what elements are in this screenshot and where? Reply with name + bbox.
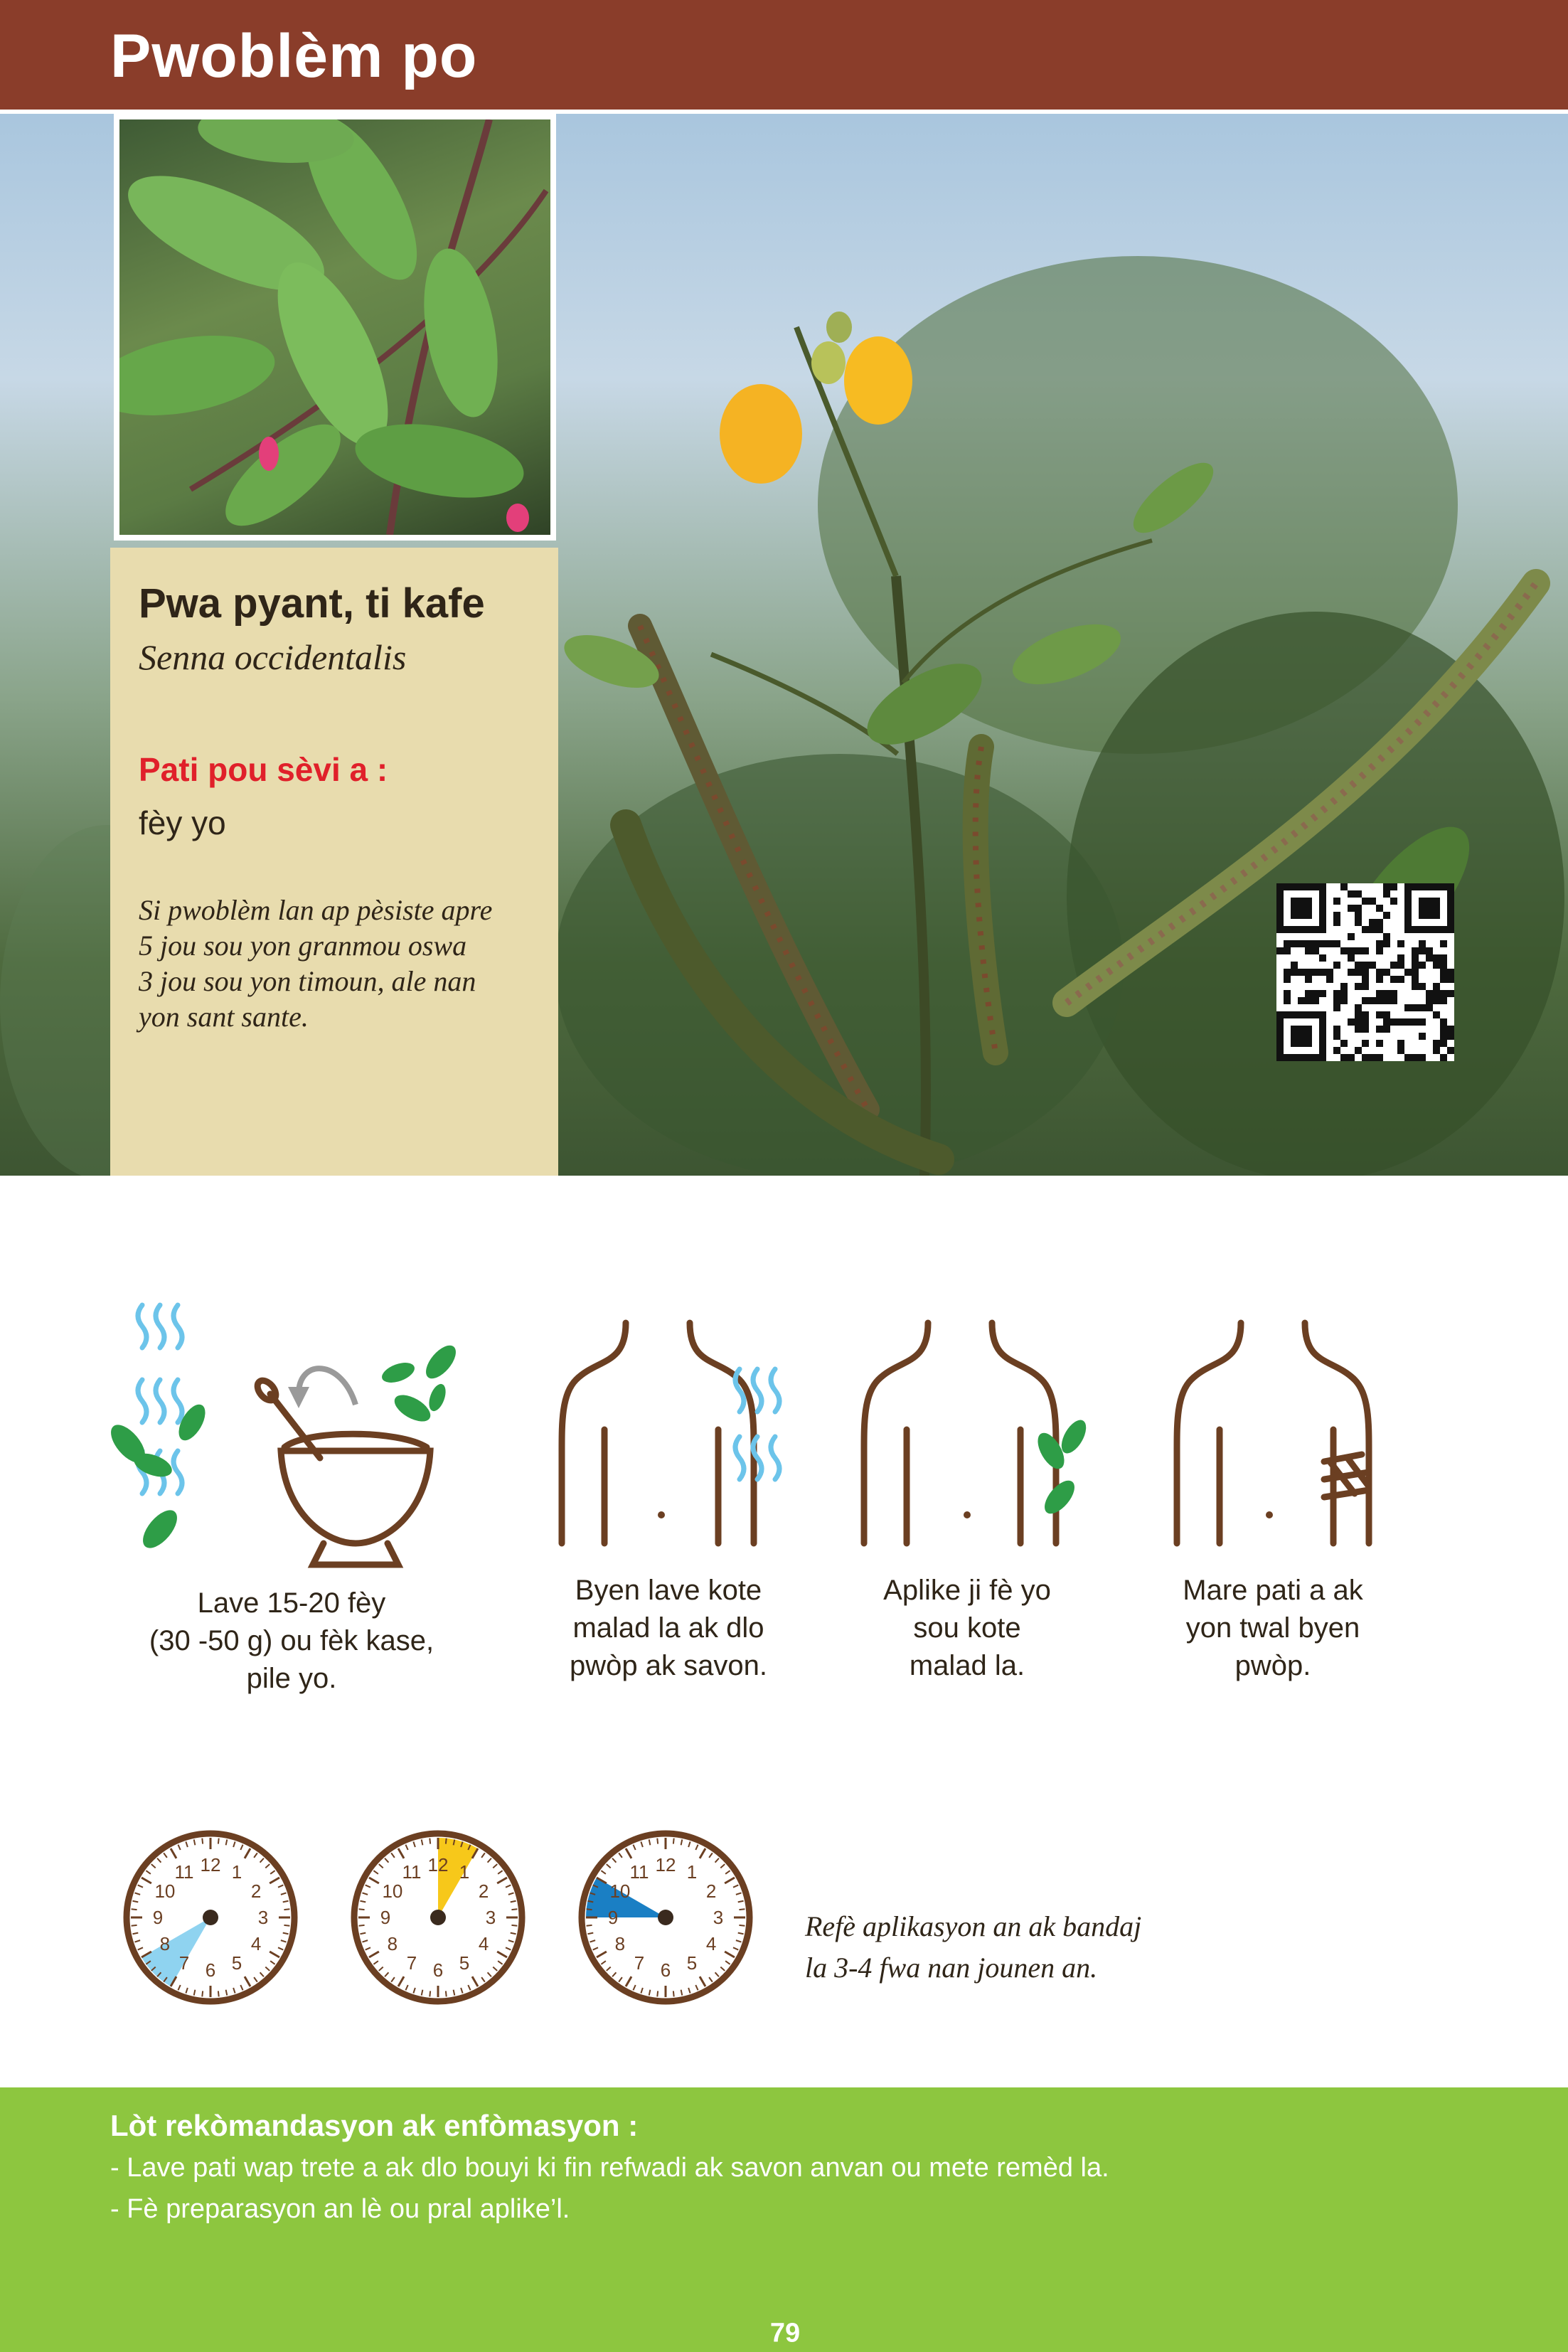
clock-tick xyxy=(369,1878,379,1883)
clock-tick xyxy=(278,1947,283,1949)
clock-tick xyxy=(422,1990,423,1996)
clock-tick xyxy=(695,1845,698,1850)
clock-tick xyxy=(688,1841,690,1847)
clock-tick xyxy=(270,1871,274,1874)
clock-tick xyxy=(468,1985,470,1990)
frequency-line: la 3-4 fwa nan jounen an. xyxy=(805,1952,1098,1984)
frequency-text xyxy=(805,1906,1141,1989)
clock-tick xyxy=(270,1952,279,1957)
clock-tick xyxy=(284,1909,289,1910)
clock-tick xyxy=(649,1839,651,1845)
clock-tick xyxy=(736,1940,742,1942)
clock-noon-icon xyxy=(345,1824,531,2011)
clock-number: 5 xyxy=(231,1952,242,1974)
clock-number: 11 xyxy=(174,1861,194,1883)
clock-tick xyxy=(657,1839,658,1844)
clock-tick xyxy=(138,1885,143,1887)
clock-number: 10 xyxy=(382,1880,403,1902)
clock-tick xyxy=(178,1985,180,1990)
clock-tick xyxy=(493,1967,497,1971)
parts-used-label: Pati pou sèvi a : xyxy=(139,751,388,788)
clock-tick xyxy=(254,1977,257,1981)
clock-tick xyxy=(641,1988,642,1994)
recommendation-item: - Lave pati wap trete a ak dlo bouyi ki fin refwadi ak savon anvan ou mete remèd la. xyxy=(110,2153,1109,2183)
clock-tick xyxy=(270,1878,279,1883)
clock-tick xyxy=(413,1988,415,1994)
clock-tick xyxy=(497,1878,507,1883)
clock-tick xyxy=(218,1991,219,1996)
step-1-caption xyxy=(128,1585,455,1698)
leaf-photo-frame xyxy=(114,114,556,541)
clock-tick xyxy=(391,1853,395,1857)
clock-center xyxy=(658,1910,673,1925)
clock-tick xyxy=(446,1991,447,1996)
clock-tick xyxy=(265,1864,270,1868)
recommendations-title: Lòt rekòmandasyon ak enfòmasyon : xyxy=(110,2109,639,2142)
clock-tick xyxy=(511,1901,516,1903)
qr-code-icon xyxy=(1276,883,1454,1061)
clock-tick xyxy=(481,1977,485,1981)
clock-tick xyxy=(725,1871,730,1874)
clock-tick xyxy=(720,1864,725,1868)
clock-number: 12 xyxy=(200,1854,221,1875)
clock-tick xyxy=(506,1885,511,1887)
clock-tick xyxy=(398,1976,404,1986)
clock-tick xyxy=(360,1933,366,1935)
clock-tick xyxy=(226,1839,228,1845)
clock-tick xyxy=(359,1909,365,1910)
caption-line: sou kote xyxy=(913,1612,1021,1644)
clock-tick xyxy=(186,1841,187,1847)
clock-tick xyxy=(626,1976,631,1986)
clock-tick xyxy=(733,1947,738,1949)
warning-text xyxy=(139,893,544,1035)
clock-tick xyxy=(362,1940,368,1942)
plant-latin-name: Senna occidentalis xyxy=(139,637,407,677)
header-bar xyxy=(0,0,1568,110)
clock-tick xyxy=(405,1845,407,1850)
clock-tick xyxy=(619,1853,622,1857)
clock-center xyxy=(203,1910,218,1925)
clock-tick xyxy=(132,1925,137,1926)
clock-tick xyxy=(709,1977,713,1981)
clock-tick xyxy=(511,1925,517,1926)
clock-sector xyxy=(438,1838,478,1917)
clock-tick xyxy=(488,1858,491,1863)
clock-tick xyxy=(587,1909,592,1910)
caption-line: pile yo. xyxy=(246,1663,337,1694)
caption-line: yon twal byen xyxy=(1185,1612,1360,1644)
clock-tick xyxy=(178,1845,180,1850)
clock-number: 12 xyxy=(655,1854,676,1875)
step-4-caption xyxy=(1145,1572,1401,1685)
clock-tick xyxy=(233,1841,235,1847)
clock-tick xyxy=(587,1933,593,1935)
clock-number: 12 xyxy=(427,1854,449,1875)
parts-used-value: fèy yo xyxy=(139,804,226,841)
clock-tick xyxy=(497,1952,507,1957)
caption-line: malad la ak dlo xyxy=(572,1612,764,1644)
clock-tick xyxy=(373,1871,378,1874)
clock-tick xyxy=(164,1853,167,1857)
clock-tick xyxy=(194,1990,196,1996)
clock-tick xyxy=(134,1940,140,1942)
clock-tick xyxy=(681,1990,683,1996)
leaf-photo xyxy=(119,119,550,535)
clock-tick xyxy=(601,1871,605,1874)
clock-tick xyxy=(245,1848,250,1858)
page-number: 79 xyxy=(769,2318,801,2348)
clock-tick xyxy=(132,1933,138,1935)
clock-tick xyxy=(233,1988,235,1994)
clock-tick xyxy=(134,1893,140,1894)
clock-number: 3 xyxy=(257,1907,269,1928)
clock-tick xyxy=(146,1871,150,1874)
clock-tick xyxy=(132,1909,137,1910)
bandage-icon xyxy=(1177,1323,1369,1543)
clock-tick xyxy=(695,1985,698,1990)
step-2-caption xyxy=(526,1572,811,1685)
caption-line: Mare pati a ak xyxy=(1183,1575,1363,1606)
clock-tick xyxy=(270,1961,274,1964)
caption-line: pwòp. xyxy=(1234,1650,1311,1681)
caption-line: pwòp ak savon. xyxy=(570,1650,767,1681)
clock-tick xyxy=(281,1893,287,1894)
clock-tick xyxy=(720,1967,725,1971)
clock-tick xyxy=(700,1848,705,1858)
clock-number: 1 xyxy=(686,1861,698,1883)
clock-number: 2 xyxy=(250,1880,262,1902)
clock-tick xyxy=(641,1841,642,1847)
clock-number: 7 xyxy=(178,1952,190,1974)
clock-tick xyxy=(508,1893,514,1894)
clock-tick xyxy=(612,1972,616,1976)
clock-tick xyxy=(511,1933,516,1935)
frequency-line: Refè aplikasyon an ak bandaj xyxy=(805,1910,1142,1942)
clock-number: 5 xyxy=(459,1952,470,1974)
recommendations-panel xyxy=(0,2087,1568,2352)
clock-tick xyxy=(373,1961,378,1964)
clock-number: 2 xyxy=(478,1880,489,1902)
clock-tick xyxy=(240,1845,242,1850)
clock-tick xyxy=(379,1864,383,1868)
apply-leaves-icon xyxy=(864,1323,1091,1543)
clock-tick xyxy=(385,1972,388,1976)
clock-tick xyxy=(587,1925,592,1926)
caption-line: (30 -50 g) ou fèk kase, xyxy=(149,1625,434,1656)
clock-number: 2 xyxy=(705,1880,717,1902)
clock-tick xyxy=(607,1967,611,1971)
clock-tick xyxy=(607,1864,611,1868)
warning-line: 5 jou sou yon granmou oswa xyxy=(139,930,467,962)
clock-tick xyxy=(511,1909,517,1910)
clock-tick xyxy=(597,1952,607,1957)
clock-tick xyxy=(366,1947,370,1949)
clock-tick xyxy=(715,1858,719,1863)
clock-tick xyxy=(151,1864,156,1868)
clock-tick xyxy=(194,1839,196,1845)
clock-tick xyxy=(283,1933,289,1935)
clock-number: 4 xyxy=(705,1933,717,1954)
clock-tick xyxy=(626,1848,631,1858)
clock-tick xyxy=(138,1947,143,1949)
step-3-caption xyxy=(839,1572,1095,1685)
clock-tick xyxy=(278,1885,283,1887)
clock-tick xyxy=(281,1940,287,1942)
clock-tick xyxy=(391,1977,395,1981)
clock-tick xyxy=(493,1864,497,1868)
clock-evening-icon xyxy=(572,1824,759,2011)
clock-tick xyxy=(739,1925,745,1926)
clock-number: 11 xyxy=(629,1861,649,1883)
clock-tick xyxy=(260,1972,264,1976)
clock-tick xyxy=(362,1893,368,1894)
clock-tick xyxy=(488,1972,491,1976)
page-title: Pwoblèm po xyxy=(110,22,478,90)
clock-tick xyxy=(157,1858,161,1863)
clock-tick xyxy=(142,1878,151,1883)
clock-number: 9 xyxy=(607,1907,619,1928)
clock-tick xyxy=(446,1839,447,1844)
clock-number: 7 xyxy=(406,1952,417,1974)
warning-line: 3 jou sou yon timoun, ale nan xyxy=(139,965,476,997)
clock-number: 6 xyxy=(205,1959,216,1981)
caption-line: Lave 15-20 fèy xyxy=(197,1587,386,1619)
clock-tick xyxy=(633,1845,635,1850)
clock-tick xyxy=(413,1841,415,1847)
clock-tick xyxy=(688,1988,690,1994)
clock-tick xyxy=(736,1893,742,1894)
warning-line: yon sant sante. xyxy=(139,1001,309,1033)
clock-tick xyxy=(385,1858,388,1863)
clock-number: 10 xyxy=(154,1880,176,1902)
clock-tick xyxy=(593,1947,598,1949)
caption-line: Byen lave kote xyxy=(575,1575,762,1606)
clock-tick xyxy=(739,1909,745,1910)
clock-number: 8 xyxy=(614,1933,626,1954)
clock-tick xyxy=(265,1967,270,1971)
clock-number: 4 xyxy=(478,1933,489,1954)
clock-tick xyxy=(612,1858,616,1863)
clock-number: 1 xyxy=(231,1861,242,1883)
clock-tick xyxy=(657,1991,658,1996)
clock-tick xyxy=(649,1990,651,1996)
clock-number: 8 xyxy=(387,1933,398,1954)
clock-tick xyxy=(218,1839,219,1844)
clock-tick xyxy=(481,1853,485,1857)
clock-tick xyxy=(738,1901,744,1903)
clock-tick xyxy=(633,1985,635,1990)
clock-tick xyxy=(398,1848,404,1858)
steps-illustrations xyxy=(0,1280,1568,1579)
qr-code[interactable] xyxy=(1276,883,1454,1061)
clock-tick xyxy=(254,1853,257,1857)
clock-number: 9 xyxy=(152,1907,164,1928)
clock-tick xyxy=(202,1839,203,1844)
clock-tick xyxy=(366,1885,370,1887)
clock-number: 7 xyxy=(634,1952,645,1974)
clock-tick xyxy=(422,1839,423,1845)
clock-tick xyxy=(733,1885,738,1887)
clock-tick xyxy=(461,1988,462,1994)
wash-skin-icon xyxy=(562,1323,779,1543)
clock-number: 8 xyxy=(159,1933,171,1954)
clock-number: 6 xyxy=(432,1959,444,1981)
clock-tick xyxy=(601,1961,605,1964)
clock-tick xyxy=(260,1858,264,1863)
clock-tick xyxy=(360,1901,366,1903)
clock-tick xyxy=(454,1990,455,1996)
plant-info-card xyxy=(110,548,558,1176)
clock-tick xyxy=(245,1976,250,1986)
plant-common-name: Pwa pyant, ti kafe xyxy=(139,580,485,627)
clock-number: 11 xyxy=(402,1861,422,1883)
clock-tick xyxy=(681,1839,683,1845)
clock-tick xyxy=(673,1839,674,1844)
caption-line: Aplike ji fè yo xyxy=(883,1575,1051,1606)
clock-tick xyxy=(508,1940,514,1942)
clock-tick xyxy=(186,1988,187,1994)
clock-number: 3 xyxy=(485,1907,496,1928)
clock-tick xyxy=(498,1961,502,1964)
clock-number: 4 xyxy=(250,1933,262,1954)
clock-tick xyxy=(725,1961,730,1964)
clock-tick xyxy=(369,1952,379,1957)
clock-number: 6 xyxy=(660,1959,671,1981)
clock-tick xyxy=(590,1940,595,1942)
wash-leaves-mortar-icon xyxy=(105,1305,462,1565)
clock-tick xyxy=(506,1947,511,1949)
clock-center xyxy=(430,1910,446,1925)
clock-tick xyxy=(700,1976,705,1986)
clock-tick xyxy=(673,1991,674,1996)
clock-tick xyxy=(202,1991,203,1996)
clock-tick xyxy=(171,1848,176,1858)
clock-tick xyxy=(240,1985,242,1990)
clock-tick xyxy=(725,1952,735,1957)
clock-number: 9 xyxy=(380,1907,391,1928)
clock-tick xyxy=(715,1972,719,1976)
clock-tick xyxy=(472,1976,478,1986)
clock-morning-icon xyxy=(117,1824,304,2011)
recommendation-item: - Fè preparasyon an lè ou pral aplike’l. xyxy=(110,2194,570,2224)
clock-number: 10 xyxy=(609,1880,631,1902)
warning-line: Si pwoblèm lan ap pèsiste apre xyxy=(139,894,493,926)
clock-tick xyxy=(738,1933,744,1935)
clock-tick xyxy=(284,1925,289,1926)
clock-number: 3 xyxy=(713,1907,724,1928)
caption-line: malad la. xyxy=(909,1650,1025,1681)
clock-tick xyxy=(283,1901,289,1903)
clock-tick xyxy=(379,1967,383,1971)
clock-tick xyxy=(619,1977,622,1981)
clock-tick xyxy=(498,1871,502,1874)
clock-tick xyxy=(709,1853,713,1857)
clock-number: 1 xyxy=(459,1861,470,1883)
clock-tick xyxy=(359,1925,365,1926)
clock-tick xyxy=(725,1878,735,1883)
clock-tick xyxy=(132,1901,138,1903)
clock-tick xyxy=(226,1990,228,1996)
clock-number: 5 xyxy=(686,1952,698,1974)
clock-tick xyxy=(405,1985,407,1990)
